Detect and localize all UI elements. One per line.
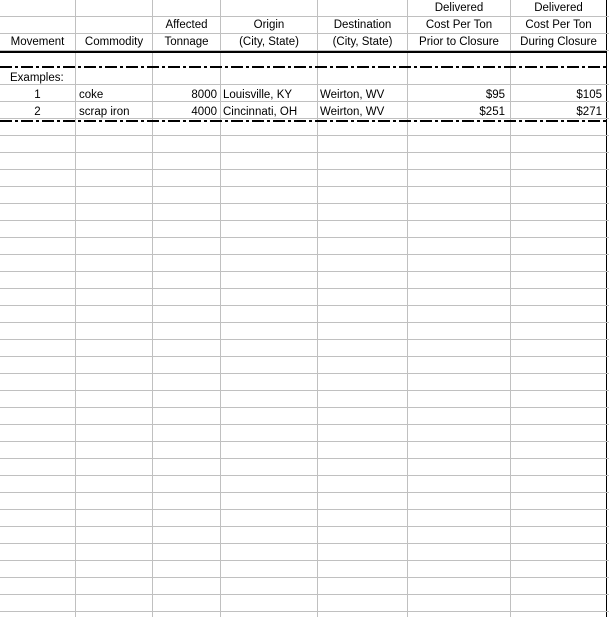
row-divider: [0, 186, 609, 187]
row-divider: [0, 237, 609, 238]
row-divider: [0, 492, 609, 493]
header-tonnage-line1: Affected: [165, 19, 208, 31]
row-divider: [0, 322, 609, 323]
row-divider: [0, 458, 609, 459]
row-divider: [0, 305, 609, 306]
header-origin-line1: Origin: [253, 19, 285, 31]
column-divider: [220, 0, 221, 617]
row-divider: [0, 135, 609, 136]
row-divider: [0, 220, 609, 221]
row-divider: [0, 543, 609, 544]
header-prior-line2: Cost Per Ton: [425, 19, 493, 31]
row-divider: [0, 577, 609, 578]
row-divider: [0, 169, 609, 170]
row-divider: [0, 594, 609, 595]
row1-destination[interactable]: Weirton, WV: [320, 89, 385, 101]
row-divider: [0, 339, 609, 340]
dashdot-rule-top: [0, 66, 606, 68]
right-border: [606, 0, 607, 617]
row-divider: [0, 254, 609, 255]
header-underline: [0, 51, 606, 53]
row-divider: [0, 560, 609, 561]
row-divider: [0, 441, 609, 442]
row2-prior-cost[interactable]: $251: [479, 106, 505, 118]
header-destination-line1: Destination: [333, 19, 392, 31]
row-divider: [0, 611, 609, 612]
row-divider: [0, 475, 609, 476]
header-prior-line1: Delivered: [434, 2, 484, 14]
row-divider: [0, 356, 609, 357]
row1-during-cost[interactable]: $105: [576, 89, 602, 101]
row2-commodity[interactable]: scrap iron: [79, 106, 130, 118]
row2-during-cost[interactable]: $271: [576, 106, 602, 118]
header-during: During Closure: [520, 36, 597, 48]
row-divider: [0, 84, 609, 85]
examples-label[interactable]: Examples:: [10, 72, 64, 84]
header-origin: (City, State): [239, 36, 299, 48]
row1-commodity[interactable]: coke: [79, 89, 104, 101]
row-divider: [0, 203, 609, 204]
row-divider: [0, 373, 609, 374]
row2-destination[interactable]: Weirton, WV: [320, 106, 385, 118]
row-divider: [0, 526, 609, 527]
row1-origin[interactable]: Louisville, KY: [223, 89, 293, 101]
header-movement: Movement: [10, 36, 65, 48]
row-divider: [0, 407, 609, 408]
column-divider: [75, 0, 76, 617]
row1-prior-cost[interactable]: $95: [485, 89, 505, 101]
header-destination: (City, State): [332, 36, 393, 48]
header-tonnage: Tonnage: [164, 36, 209, 48]
row2-tonnage[interactable]: 4000: [191, 106, 217, 118]
row1-tonnage[interactable]: 8000: [191, 89, 217, 101]
row-divider: [0, 390, 609, 391]
row-divider: [0, 271, 609, 272]
row-divider: [0, 509, 609, 510]
header-prior: Prior to Closure: [419, 36, 499, 48]
row2-movement[interactable]: 2: [34, 106, 41, 118]
header-during-line2: Cost Per Ton: [525, 19, 592, 31]
row-divider: [0, 424, 609, 425]
row1-movement[interactable]: 1: [34, 89, 41, 101]
row2-origin[interactable]: Cincinnati, OH: [223, 106, 298, 118]
header-commodity: Commodity: [84, 36, 144, 48]
column-divider: [317, 0, 318, 617]
row-divider: [0, 152, 609, 153]
header-during-line1: Delivered: [534, 2, 583, 14]
row-divider: [0, 288, 609, 289]
